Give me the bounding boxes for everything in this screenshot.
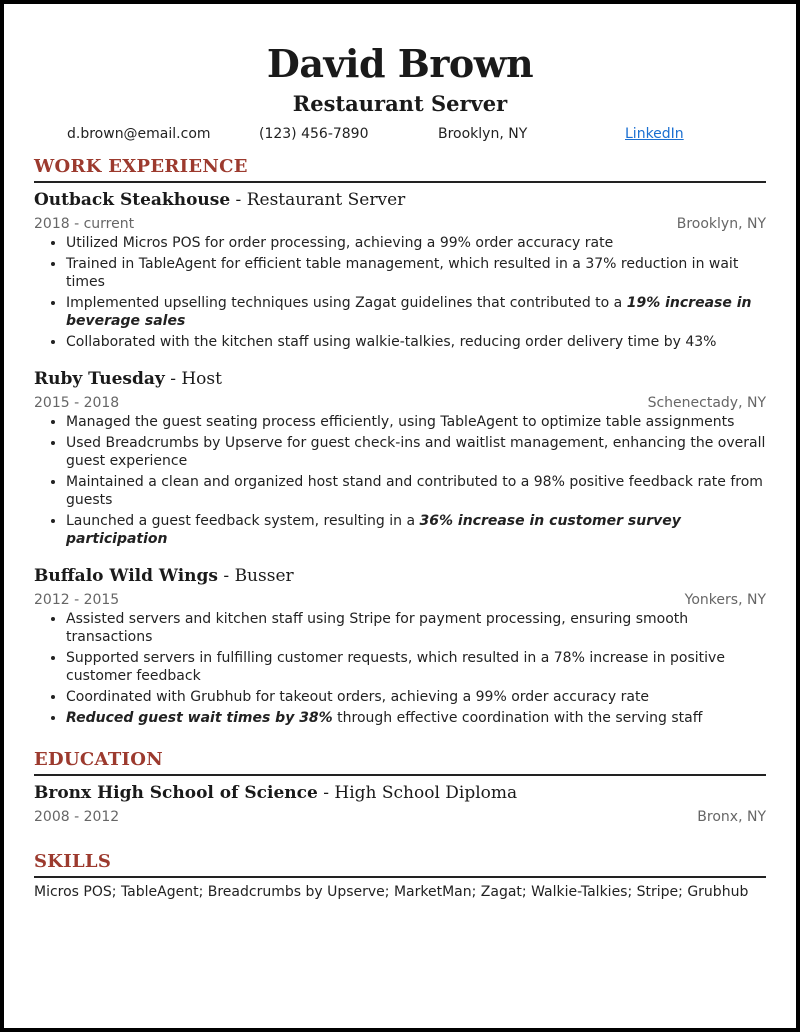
job-entry: [34, 368, 766, 548]
job-bullet: [66, 473, 766, 509]
job-header: [34, 189, 766, 211]
job-meta: [34, 393, 766, 413]
job-bullets: [34, 413, 766, 548]
job-bullet: [66, 610, 766, 646]
education-entry: [34, 782, 766, 804]
job-bullet: [66, 649, 766, 685]
job-bullet: [66, 234, 766, 252]
job-separator: -: [164, 369, 182, 389]
job-dates: 2018 - current: [34, 216, 135, 232]
company-name: Outback Steakhouse: [34, 190, 231, 210]
job-bullet: [66, 294, 766, 330]
job-dates: 2015 - 2018: [34, 395, 120, 411]
bullet-highlight: Reduced guest wait times by 38%: [66, 710, 333, 726]
job-separator: -: [218, 566, 235, 586]
bullet-text: Supported servers in fulfilling customer requests, which resulted in a 78% increase in positive customer feedback: [66, 650, 725, 684]
bullet-text: Used Breadcrumbs by Upserve for guest check-ins and waitlist management, enhancing the overall guest experience: [66, 435, 766, 469]
candidate-name: David Brown: [266, 41, 534, 86]
bullet-text: Collaborated with the kitchen staff using walkie-talkies, reducing order delivery time by 43%: [66, 334, 717, 350]
skills-heading: SKILLS: [34, 851, 766, 878]
work-experience-heading: WORK EXPERIENCE: [34, 156, 766, 183]
bullet-text: Trained in TableAgent for efficient table management, which resulted in a 37% reduction in wait times: [66, 256, 739, 290]
job-bullet: [66, 512, 766, 548]
job-header: [34, 368, 766, 390]
job-location: Schenectady, NY: [647, 395, 766, 411]
job-meta: [34, 214, 766, 234]
job-role: Busser: [234, 566, 294, 586]
bullet-text: Maintained a clean and organized host stand and contributed to a 98% positive feedback rate from guests: [66, 474, 763, 508]
education-location: Bronx, NY: [697, 809, 766, 825]
location-text: Brooklyn, NY: [438, 126, 528, 142]
email-text: d.brown@email.com: [67, 126, 211, 142]
job-location: Yonkers, NY: [684, 592, 766, 608]
job-bullets: [34, 234, 766, 351]
job-entry: [34, 565, 766, 727]
job-bullets: [34, 610, 766, 727]
candidate-title: Restaurant Server: [292, 91, 508, 116]
bullet-text: Coordinated with Grubhub for takeout orders, achieving a 99% order accuracy rate: [66, 689, 650, 705]
bullet-text: Launched a guest feedback system, resulting in a: [66, 513, 420, 529]
job-header: [34, 565, 766, 587]
resume-page: [4, 4, 796, 1028]
bullet-text-end: through effective coordination with the serving staff: [332, 710, 703, 726]
job-bullet: [66, 333, 766, 351]
linkedin-link[interactable]: LinkedIn: [625, 126, 684, 142]
skills-text: Micros POS; TableAgent; Breadcrumbs by Upserve; MarketMan; Zagat; Walkie-Talkies; Stripe; Grubhub: [34, 884, 749, 900]
job-meta: [34, 590, 766, 610]
bullet-highlight: 36% increase in customer survey participation: [66, 513, 681, 547]
job-bullet: [66, 688, 766, 706]
school-name: Bronx High School of Science: [34, 783, 318, 803]
bullet-text: Managed the guest seating process efficiently, using TableAgent to optimize table assignments: [66, 414, 735, 430]
bullet-text: Implemented upselling techniques using Zagat guidelines that contributed to a: [66, 295, 627, 311]
jobs-list: [34, 189, 766, 727]
education-meta: [34, 807, 766, 827]
job-bullet: [66, 413, 766, 431]
bullet-text: Utilized Micros POS for order processing, achieving a 99% order accuracy rate: [66, 235, 614, 251]
degree-name: High School Diploma: [334, 783, 518, 803]
job-bullet: [66, 709, 766, 727]
job-entry: [34, 189, 766, 351]
bullet-highlight: 19% increase in beverage sales: [66, 295, 752, 329]
bullet-text: Assisted servers and kitchen staff using Stripe for payment processing, ensuring smooth transactions: [66, 611, 689, 645]
job-separator: -: [230, 190, 247, 210]
job-role: Restaurant Server: [246, 190, 406, 210]
education-dates: 2008 - 2012: [34, 809, 120, 825]
company-name: Buffalo Wild Wings: [34, 566, 218, 586]
education-separator: -: [317, 783, 335, 803]
contact-row: [34, 124, 766, 148]
job-bullet: [66, 434, 766, 470]
job-bullet: [66, 255, 766, 291]
job-dates: 2012 - 2015: [34, 592, 120, 608]
job-role: Host: [181, 369, 222, 389]
phone-text: (123) 456-7890: [259, 126, 369, 142]
company-name: Ruby Tuesday: [34, 369, 165, 389]
job-location: Brooklyn, NY: [676, 216, 766, 232]
education-heading: EDUCATION: [34, 749, 766, 776]
